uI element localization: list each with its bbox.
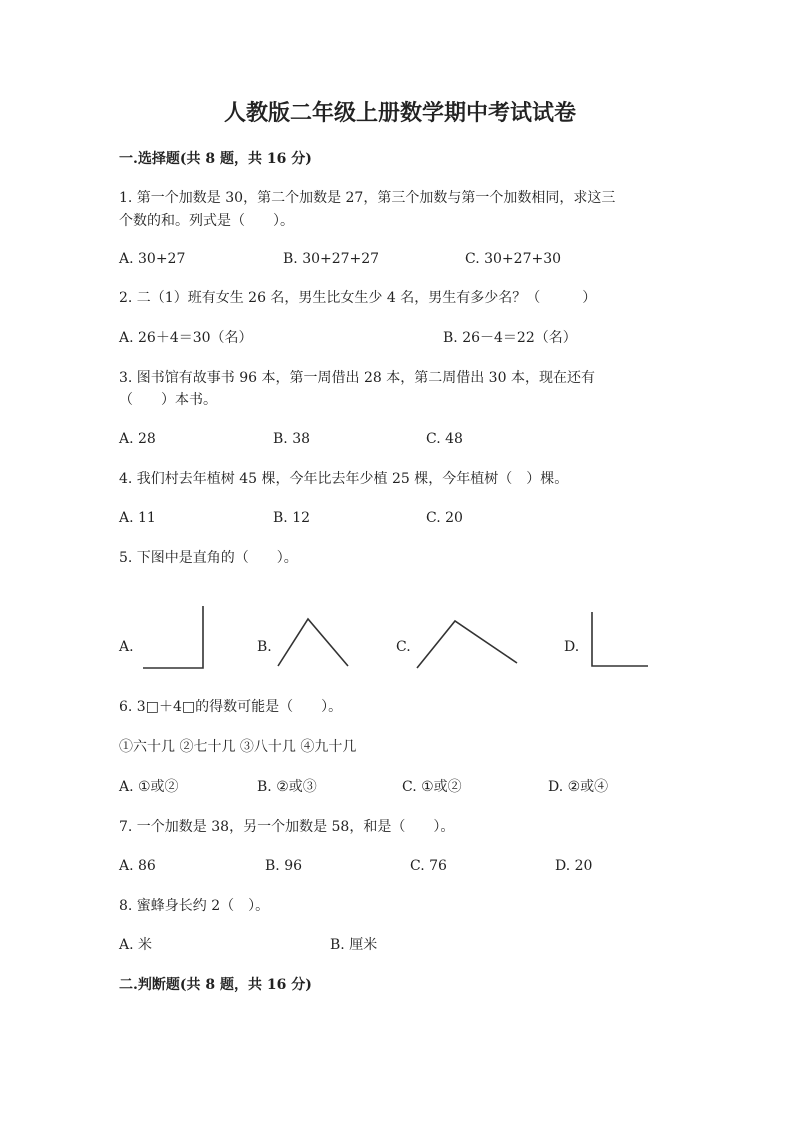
- question-5-option-d-label: D.: [564, 639, 580, 655]
- angle-figure-b: [278, 619, 348, 666]
- question-6-option-c: C. ①或②: [402, 779, 462, 795]
- angle-figure-d: [592, 612, 648, 666]
- question-6-option-d: D. ②或④: [548, 779, 609, 795]
- question-7-option-d: D. 20: [555, 858, 593, 874]
- question-5-option-b-label: B.: [257, 639, 272, 655]
- question-8-option-a: A. 米: [119, 937, 153, 953]
- question-8-option-b: B. 厘米: [330, 937, 378, 953]
- question-5-option-a-label: A.: [119, 639, 134, 655]
- section-heading-judgement: 二.判断题(共 8 题，共 16 分): [119, 977, 312, 993]
- question-1-line-1: 1. 第一个加数是 30，第二个加数是 27，第三个加数与第一个加数相同，求这三: [119, 190, 616, 206]
- question-2-option-a: A. 26＋4＝30（名）: [119, 330, 253, 346]
- question-7-option-b: B. 96: [265, 858, 303, 874]
- question-3-option-a: A. 28: [119, 431, 156, 447]
- question-1-option-a: A. 30+27: [119, 251, 186, 267]
- question-6-option-b: B. ②或③: [257, 779, 317, 795]
- question-3-option-b: B. 38: [273, 431, 311, 447]
- question-7-option-c: C. 76: [410, 858, 447, 874]
- question-8-text: 8. 蜜蜂身长约 2（ ）。: [119, 898, 270, 914]
- question-1-option-b: B. 30+27+27: [283, 251, 380, 267]
- question-6-option-a: A. ①或②: [119, 779, 179, 795]
- question-1-option-c: C. 30+27+30: [465, 251, 562, 267]
- page-title: 人教版二年级上册数学期中考试试卷: [223, 100, 576, 126]
- question-1-line-2: 个数的和。列式是（ ）。: [119, 213, 294, 229]
- question-7-option-a: A. 86: [119, 858, 156, 874]
- question-3-line-1: 3. 图书馆有故事书 96 本，第一周借出 28 本，第二周借出 30 本，现在还有: [119, 370, 595, 386]
- angle-figure-c: [417, 621, 517, 668]
- question-6-choices-line: ①六十几 ②七十几 ③八十几 ④九十几: [119, 739, 357, 755]
- question-5-option-c-label: C.: [396, 639, 411, 655]
- angle-figure-a: [143, 606, 203, 668]
- section-heading-choice: 一.选择题(共 8 题，共 16 分): [119, 151, 312, 167]
- question-5-text: 5. 下图中是直角的（ ）。: [119, 550, 298, 566]
- question-4-option-c: C. 20: [426, 510, 463, 526]
- question-2-option-b: B. 26－4＝22（名）: [443, 330, 577, 346]
- question-3-option-c: C. 48: [426, 431, 463, 447]
- question-4-text: 4. 我们村去年植树 45 棵，今年比去年少植 25 棵，今年植树（ ）棵。: [119, 471, 569, 487]
- question-2-text: 2. 二（1）班有女生 26 名，男生比女生少 4 名，男生有多少名？（ ）: [119, 290, 597, 306]
- question-4-option-b: B. 12: [273, 510, 311, 526]
- question-6-text: 6. 3□＋4□的得数可能是（ ）。: [119, 699, 343, 715]
- question-3-line-2: （ ）本书。: [119, 392, 217, 408]
- question-4-option-a: A. 11: [119, 510, 156, 526]
- question-7-text: 7. 一个加数是 38，另一个加数是 58，和是（ ）。: [119, 819, 455, 835]
